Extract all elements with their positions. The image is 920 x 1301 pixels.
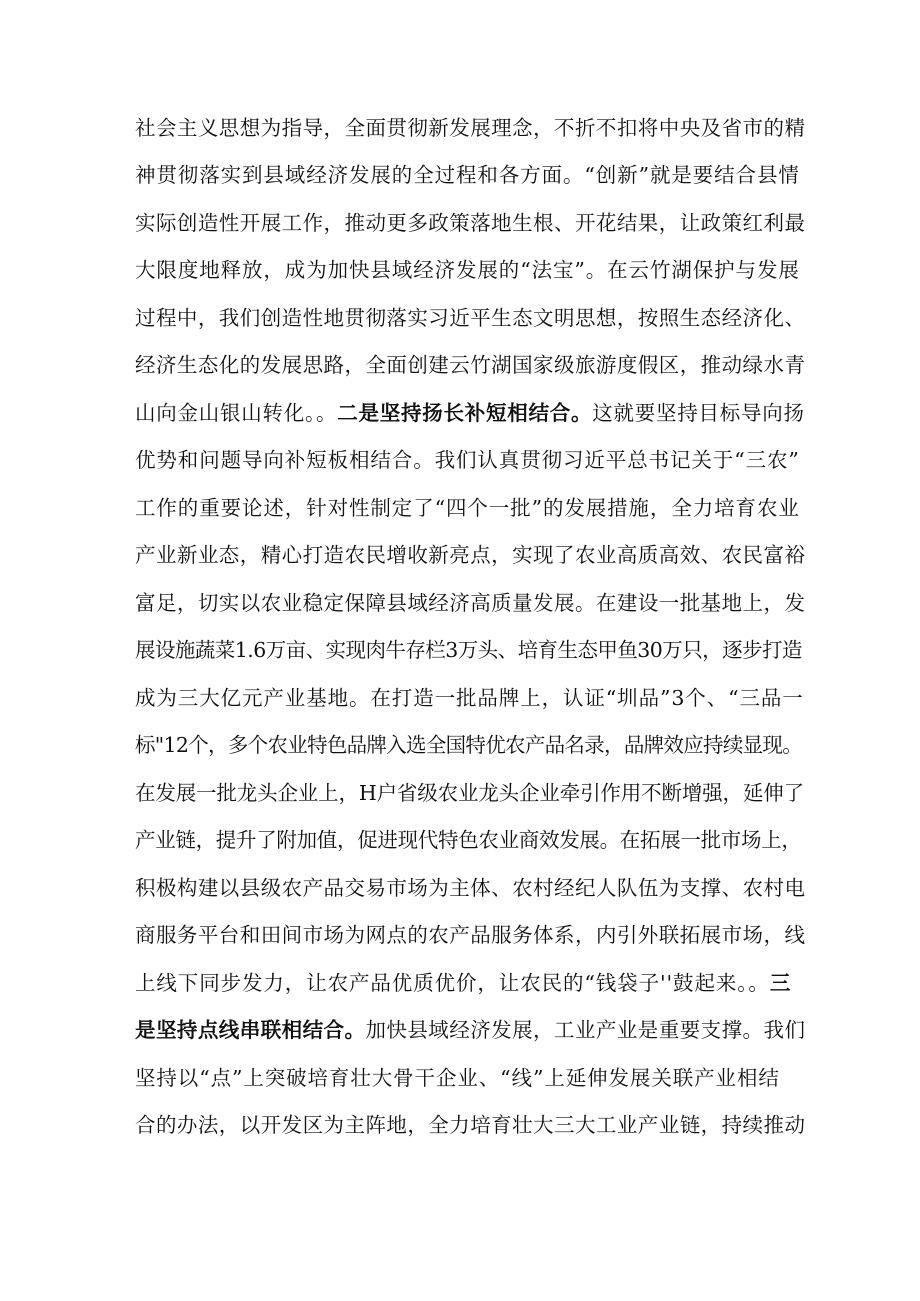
- text-line: [135, 583, 805, 623]
- bold-heading-run: 二是坚持扬长补短相结合。: [337, 401, 593, 425]
- text-run: 上线下同步发力，让农产品优质优价，让农民的“钱袋子''鼓起来。。: [135, 971, 770, 995]
- text-run: 社会主义思想为指导，全面贯彻新发展理念，不折不扣将中央及省市的精: [135, 116, 806, 140]
- bold-heading-run: 三: [769, 971, 792, 995]
- text-line: [135, 963, 805, 1003]
- text-run: 坚持以“点”上突破培育壮大骨干企业、“线”上延伸发展关联产业相结: [135, 1066, 780, 1090]
- text-line: [135, 725, 805, 765]
- text-run: 富足，切实以农业稳定保障县域经济高质量发展。在建设一批基地上，发: [135, 591, 806, 615]
- text-run: 神贯彻落实到县域经济发展的全过程和各方面。“创新”就是要结合县情: [135, 163, 800, 187]
- text-run: 加快县域经济发展，工业产业是重要支撑。我们: [365, 1018, 806, 1042]
- text-line: [135, 915, 805, 955]
- text-line: [135, 1010, 805, 1050]
- text-run: 实际创造性开展工作，推动更多政策落地生根、开花结果，让政策红利最: [135, 211, 806, 235]
- text-line: [135, 250, 805, 290]
- text-run: 展设施蔬菜1.6万亩、实现肉牛存栏3万头、培育生态甲鱼30万只，逐步打造: [135, 638, 802, 662]
- text-run: 过程中，我们创造性地贯彻落实习近平生态文明思想，按照生态经济化、: [135, 306, 806, 330]
- text-line: [135, 868, 805, 908]
- text-run: 在发展一批龙头企业上，H户省级农业龙头企业牵引作用不断增强，延伸了: [135, 781, 804, 805]
- text-run: 工作的重要论述，针对性制定了“四个一批”的发展措施，全力培育农业: [135, 496, 800, 520]
- text-line: [135, 203, 805, 243]
- text-line: [135, 440, 805, 480]
- text-line: [135, 155, 805, 195]
- text-line: [135, 1058, 805, 1098]
- text-run: 这就要坚持目标导向扬: [592, 401, 805, 425]
- text-line: [135, 1105, 805, 1145]
- text-line: [135, 393, 805, 433]
- text-run: 标"12个，多个农业特色品牌入选全国特优农产品名录，品牌效应持续显现。: [135, 733, 803, 757]
- text-line: [135, 298, 805, 338]
- text-run: 合的办法，以开发区为主阵地，全力培育壮大三大工业产业链，持续推动: [135, 1113, 806, 1137]
- text-run: 优势和问题导向补短板相结合。我们认真贯彻习近平总书记关于“三农”: [135, 448, 800, 472]
- text-run: 大限度地释放，成为加快县域经济发展的“法宝”。在云竹湖保护与发展: [135, 258, 800, 282]
- text-line: [135, 678, 805, 718]
- text-run: 山向金山银山转化。。: [135, 401, 338, 425]
- text-run: 成为三大亿元产业基地。在打造一批品牌上，认证“圳品”3个、“三品一: [135, 686, 804, 710]
- text-line: [135, 773, 805, 813]
- text-line: [135, 535, 805, 575]
- text-line: [135, 488, 805, 528]
- text-line: [135, 345, 805, 385]
- text-run: 产业新业态，精心打造农民增收新亮点，实现了农业高质高效、农民富裕: [135, 543, 806, 567]
- text-line: [135, 820, 805, 860]
- text-run: 积极构建以县级农产品交易市场为主体、农村经纪人队伍为支撑、农村电: [135, 876, 806, 900]
- text-line: [135, 630, 805, 670]
- text-run: 商服务平台和田间市场为网点的农产品服务体系，内引外联拓展市场，线: [135, 923, 806, 947]
- text-line: [135, 108, 805, 148]
- text-run: 产业链，提升了附加值，促进现代特色农业商效发展。在拓展一批市场上，: [135, 828, 802, 852]
- text-run: 经济生态化的发展思路，全面创建云竹湖国家级旅游度假区，推动绿水青: [135, 353, 806, 377]
- bold-heading-run: 是坚持点线串联相结合。: [135, 1018, 366, 1042]
